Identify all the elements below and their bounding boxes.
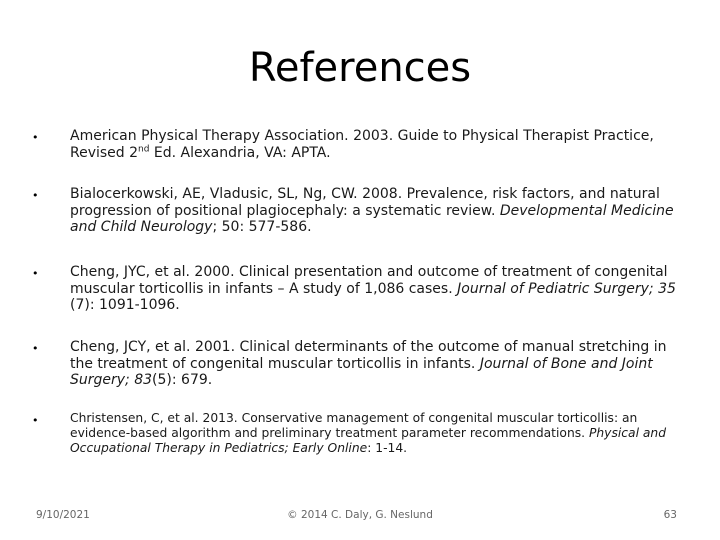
journal-title: Journal of Bone and Joint Surgery; 83	[70, 355, 653, 388]
footer-date: 9/10/2021	[36, 509, 90, 521]
reference-text-run: : 1-14.	[367, 441, 408, 455]
reference-text	[70, 264, 692, 314]
bullet-icon: •	[32, 131, 39, 144]
reference-text-run: Ed. Alexandria, VA: APTA.	[149, 144, 331, 161]
reference-text	[70, 186, 692, 236]
footer-copyright: © 2014 C. Daly, G. Neslund	[287, 509, 433, 521]
reference-text-run: Cheng, JYC, et al. 2000. Clinical presentation and outcome of treatment of congenital muscular torticollis in infants – A study of 1,086 cases.	[70, 264, 668, 297]
reference-text-run: ; 50: 577-586.	[212, 219, 312, 235]
reference-text-run: Christensen, C, et al. 2013. Conservative management of congenital muscular torticollis: an evidence-based algorithm and preliminary treatment parameter recommendations.	[70, 411, 638, 440]
reference-text	[70, 128, 692, 161]
bullet-icon: •	[32, 342, 39, 355]
reference-item	[32, 128, 692, 161]
footer-page-number: 63	[663, 509, 677, 521]
reference-text-run: (7): 1091-1096.	[70, 297, 180, 313]
journal-title: Journal of Pediatric Surgery; 35	[457, 280, 676, 297]
slide-title: References	[248, 45, 472, 91]
reference-text	[70, 339, 692, 389]
reference-item	[32, 264, 692, 314]
reference-text-run: Bialocerkowski, AE, Vladusic, SL, Ng, CW. 2008. Prevalence, risk factors, and natural progression of positional plagiocephaly: a systematic review.	[70, 186, 660, 219]
reference-item	[32, 339, 692, 389]
bullet-icon: •	[32, 414, 39, 427]
reference-item	[32, 411, 692, 456]
reference-text-run: (5): 679.	[152, 372, 213, 388]
journal-title: Developmental Medicine and Child Neurology	[70, 202, 674, 235]
reference-text	[70, 411, 692, 456]
bullet-icon: •	[32, 267, 39, 280]
reference-text-run: American Physical Therapy Association. 2003. Guide to Physical Therapist Practice, Revised 2	[70, 128, 654, 161]
reference-item	[32, 186, 692, 236]
bullet-icon: •	[32, 189, 39, 202]
reference-text-run: Cheng, JCY, et al. 2001. Clinical determinants of the outcome of manual stretching in the treatment of congenital muscular torticollis in infants.	[70, 339, 667, 372]
journal-title: Physical and Occupational Therapy in Pediatrics; Early Online	[70, 426, 667, 455]
superscript-text: nd	[138, 143, 150, 154]
